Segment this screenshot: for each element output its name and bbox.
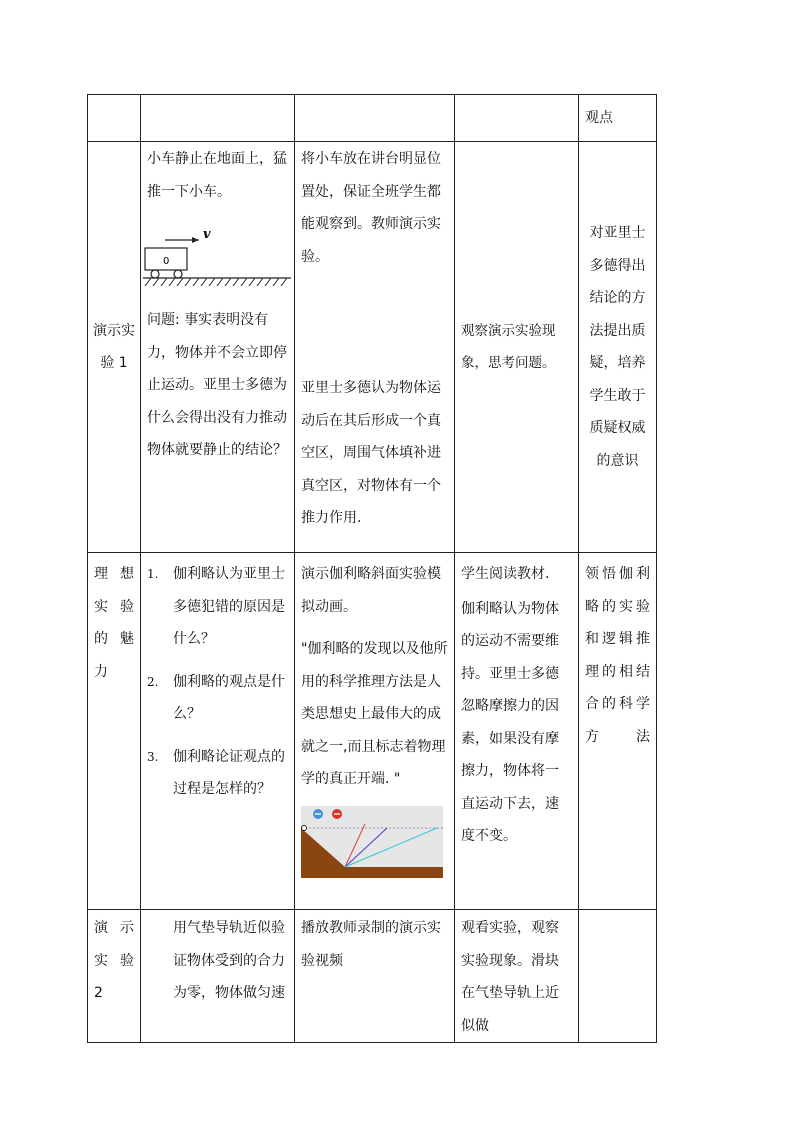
- cell-teacher-content: [141, 142, 295, 553]
- cell-teacher-activity: [295, 142, 455, 553]
- cell-stage-ideal: [88, 553, 141, 910]
- velocity-label: v: [203, 228, 211, 242]
- galileo-quote: "伽利略的发现以及他所用的科学推理方法是人类思想史上最伟大的成就之一,而且标志着物理学的真正开端. ": [301, 641, 448, 787]
- teacher-activity-text: 将小车放在讲台明显位置处，保证全班学生都能观察到。教师演示实验。: [301, 151, 441, 265]
- cell-student-activity: [455, 142, 579, 553]
- list-item: [147, 558, 288, 656]
- reading-text: 学生阅读教材.: [461, 566, 550, 582]
- animation-description: 演示伽利略斜面实验模拟动画。: [301, 566, 441, 615]
- cell-design-intent: [579, 553, 657, 910]
- table-row: [88, 95, 657, 142]
- question-number: 3.: [147, 749, 159, 764]
- cell-empty: [88, 95, 141, 142]
- list-item: [147, 741, 288, 806]
- cell-empty: [295, 95, 455, 142]
- student-activity-text: 观察演示实验现象，思考问题。: [461, 322, 556, 371]
- question-text: 伽利略论证观点的过程是怎样的？: [173, 748, 285, 797]
- cell-viewpoint: [579, 95, 657, 142]
- cell-experiment-description: [141, 910, 295, 1043]
- design-intent-text: 领悟伽利略的实验和逻辑推理的相结合的科学方法: [585, 566, 650, 745]
- question-text: 问题: 事实表明没有力，物体并不会立即停止运动。亚里士多德为什么会得出没有力推动物体就要静止的结论？: [147, 312, 287, 458]
- question-number: 2.: [147, 674, 159, 689]
- question-text: 伽利略的观点是什么？: [173, 673, 285, 722]
- viewpoint-text: 观点: [585, 109, 613, 126]
- table-row: [88, 910, 657, 1043]
- galileo-view-text: 伽利略认为物体的运动不需要维持。亚里士多德忽略摩擦力的因素，如果没有摩擦力，物体将一直运动下去，速度不变。: [461, 600, 559, 844]
- demo-description: 小车静止在地面上，猛推一下小车。: [147, 151, 287, 200]
- cart-figure: [141, 228, 293, 288]
- question-number: 1.: [147, 567, 159, 581]
- question-text: 伽利略认为亚里士多德犯错的原因是什么？: [173, 566, 285, 647]
- cell-empty: [141, 95, 295, 142]
- aristotle-explanation: 亚里士多德认为物体运动后在其后形成一个真空区，周围气体填补进真空区，对物体有一个推力作用.: [301, 380, 441, 526]
- cell-empty: [455, 95, 579, 142]
- cart-label: 0: [163, 256, 170, 267]
- cart-wheel: [151, 270, 159, 278]
- incline-animation-figure: [301, 806, 443, 878]
- ground-hatching: [145, 278, 287, 286]
- cart-wheel: [174, 270, 182, 278]
- cell-design-intent: [579, 142, 657, 553]
- stage-label: 理想实验的魅力: [94, 566, 134, 680]
- table-row: [88, 142, 657, 553]
- question-list: [147, 558, 288, 806]
- stage-label: 演示实验 1: [93, 322, 135, 371]
- ball-icon: [302, 825, 307, 830]
- list-item: [147, 666, 288, 731]
- table-row: [88, 553, 657, 910]
- cell-stage-demo1: [88, 142, 141, 553]
- cell-observation: [455, 910, 579, 1043]
- cell-questions: [141, 553, 295, 910]
- cell-video-activity: [295, 910, 455, 1043]
- stage-label: 演示实验 2: [94, 920, 134, 1001]
- velocity-arrowhead: [192, 237, 199, 243]
- cell-galileo-demo: [295, 553, 455, 910]
- cell-student-reading: [455, 553, 579, 910]
- cell-stage-demo2: [88, 910, 141, 1043]
- cell-empty: [579, 910, 657, 1043]
- observation-text: 观看实验，观察实验现象。滑块在气垫导轨上近似做: [461, 920, 559, 1034]
- design-intent-text: 对亚里士多德得出结论的方法提出质疑，培养学生敢于质疑权威的意识: [589, 225, 646, 469]
- lesson-table: [87, 94, 657, 1043]
- experiment-text: 用气垫导轨近似验证物体受到的合力为零，物体做匀速: [173, 920, 285, 1001]
- video-activity-text: 播放教师录制的演示实验视频: [301, 920, 441, 969]
